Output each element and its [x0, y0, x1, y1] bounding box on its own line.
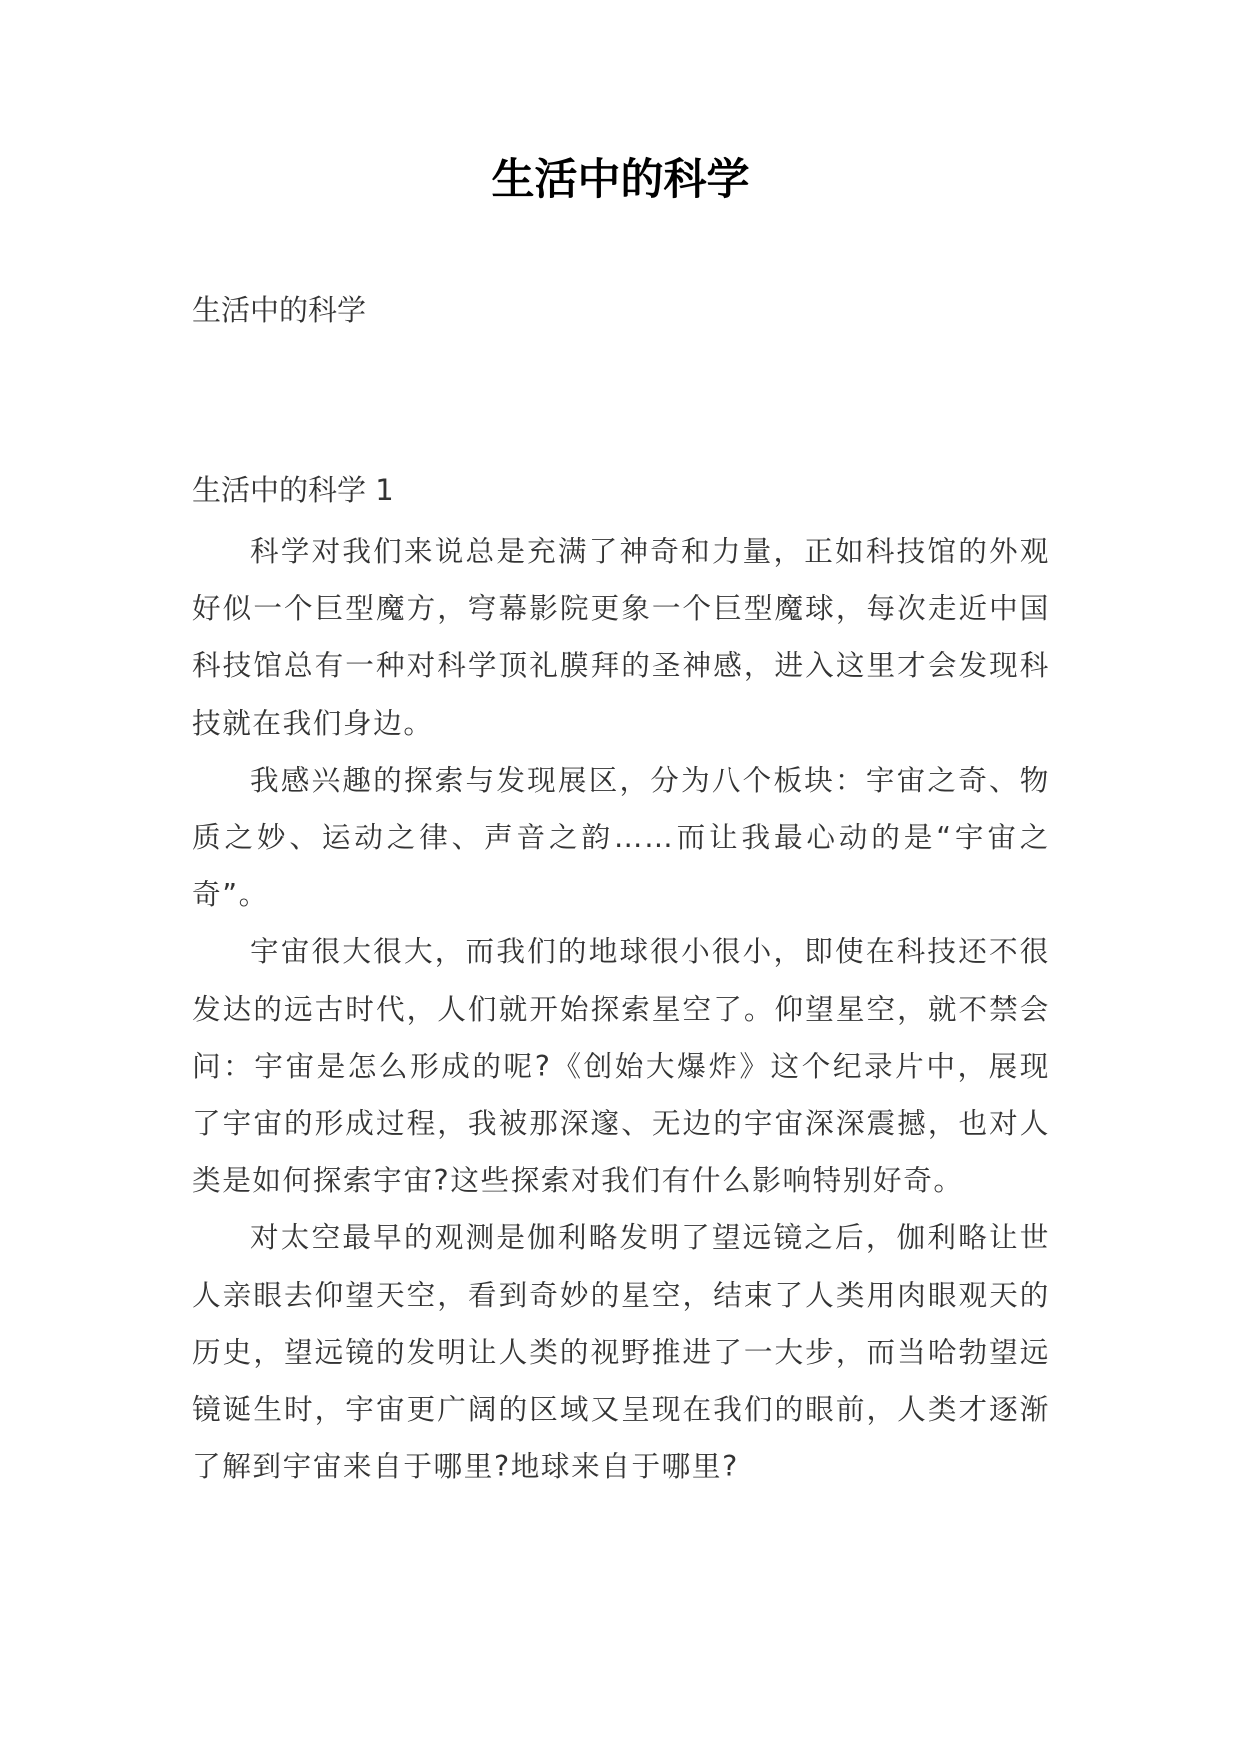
document-title: 生活中的科学: [491, 155, 750, 205]
paragraph: 对太空最早的观测是伽利略发明了望远镜之后，伽利略让世人亲眼去仰望天空，看到奇妙的星空，结束了人类用肉眼观天的历史，望远镜的发明让人类的视野推进了一大步，而当哈勃望远镜诞生时，宇宙更广阔的区域又呈现在我们的眼前，人类才逐渐了解到宇宙来自于哪里?地球来自于哪里?: [192, 1220, 1050, 1484]
body-text: [192, 523, 1050, 1495]
paragraph: 宇宙很大很大，而我们的地球很小很小，即使在科技还不很发达的远古时代，人们就开始探索星空了。仰望星空，就不禁会问：宇宙是怎么形成的呢?《创始大爆炸》这个纪录片中，展现了宇宙的形成过程，我被那深邃、无边的宇宙深深震撼，也对人类是如何探索宇宙?这些探索对我们有什么影响特别好奇。: [192, 934, 1050, 1198]
document-subtitle: 生活中的科学: [192, 293, 367, 327]
paragraph: 我感兴趣的探索与发现展区，分为八个板块：宇宙之奇、物质之妙、运动之律、声音之韵……而让我最心动的是“宇宙之奇”。: [192, 762, 1050, 912]
section-heading: 生活中的科学 1: [192, 473, 394, 507]
paragraph: 科学对我们来说总是充满了神奇和力量，正如科技馆的外观好似一个巨型魔方，穹幕影院更象一个巨型魔球，每次走近中国科技馆总有一种对科学顶礼膜拜的圣神感，进入这里才会发现科技就在我们身边。: [192, 534, 1050, 740]
